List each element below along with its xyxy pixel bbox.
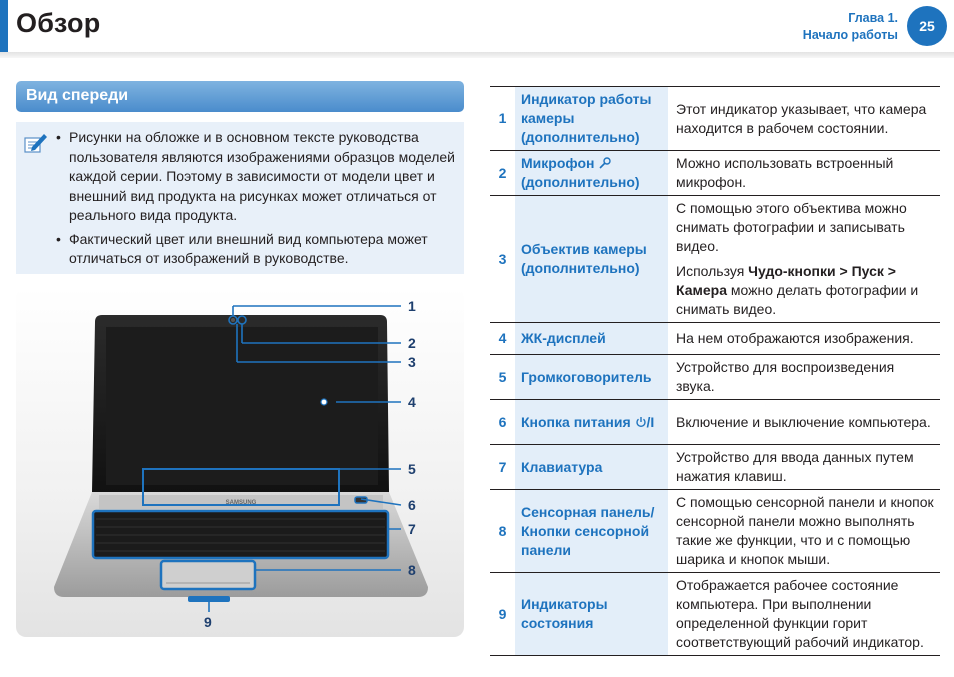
section-title: Вид спереди <box>16 81 464 112</box>
callout-2: 2 <box>408 335 416 351</box>
charms-path: Чудо-кнопки > Пуск > Камера <box>676 263 896 298</box>
header-divider <box>0 52 954 58</box>
table-row <box>490 490 940 573</box>
table-row <box>490 573 940 656</box>
component-name-text: Кнопка питания <box>521 413 631 430</box>
page-number-badge: 25 <box>907 6 947 46</box>
microphone-icon <box>598 156 612 170</box>
callout-9: 9 <box>204 614 212 630</box>
component-description: Этот индикатор указывает, что камера находится в рабочем состоянии. <box>668 87 940 151</box>
description-text: Используя <box>676 263 749 279</box>
callout-8: 8 <box>408 562 416 578</box>
callout-3: 3 <box>408 354 416 370</box>
power-symbol: /I <box>646 413 655 430</box>
callout-1: 1 <box>408 298 416 314</box>
callout-4: 4 <box>408 394 416 410</box>
row-number: 5 <box>490 355 515 400</box>
component-description: Можно использовать встроенный микрофон. <box>668 151 940 196</box>
table-row <box>490 400 940 445</box>
row-number: 7 <box>490 445 515 490</box>
description-paragraph: С помощью этого объектива можно снимать фотографии и записывать видео. <box>676 200 907 254</box>
note-box <box>16 122 464 274</box>
touchpad <box>161 561 255 589</box>
callout-6: 6 <box>408 497 416 513</box>
callout-7: 7 <box>408 521 416 537</box>
chapter-label <box>803 10 898 44</box>
row-number: 4 <box>490 323 515 355</box>
component-name: Индикаторы состояния <box>515 573 668 656</box>
description-text: можно делать фотографии и снимать видео. <box>676 282 919 317</box>
component-name <box>515 151 668 196</box>
row-number: 9 <box>490 573 515 656</box>
camera-lens <box>231 318 235 322</box>
note-item: • Фактический цвет или внешний вид компьютера может отличаться от изображений в руководстве. <box>54 230 458 269</box>
page-title: Обзор <box>16 8 101 38</box>
table-row <box>490 151 940 196</box>
lcd-display <box>106 327 378 485</box>
laptop-figure <box>16 287 464 637</box>
chapter-number: Глава 1. <box>848 11 898 25</box>
row-number: 6 <box>490 400 515 445</box>
component-description <box>668 196 940 323</box>
note-pencil-icon <box>22 130 48 156</box>
component-name: ЖК-дисплей <box>515 323 668 355</box>
chapter-title: Начало работы <box>802 28 898 42</box>
status-indicators <box>188 596 230 602</box>
component-name <box>515 400 668 445</box>
component-name: Клавиатура <box>515 445 668 490</box>
component-description: Включение и выключение компьютера. <box>668 400 940 445</box>
table-row <box>490 87 940 151</box>
component-description: Устройство для ввода данных путем нажатия клавиш. <box>668 445 940 490</box>
component-description: На нем отображаются изображения. <box>668 323 940 355</box>
note-item: • Рисунки на обложке и в основном тексте руководства пользователя являются изображениями образцов моделей каждой серии. Поэтому в зависимости от модели цвет и внешний вид продукта на рисунках может отличаться от реального вида продукта. <box>54 128 458 226</box>
header-accent-bar <box>0 0 8 52</box>
component-description: Отображается рабочее состояние компьютера. При выполнении определенной функции горит соответствующий рабочий индикатор. <box>668 573 940 656</box>
callout-5: 5 <box>408 461 416 477</box>
component-description: Устройство для воспроизведения звука. <box>668 355 940 400</box>
components-table <box>490 86 940 656</box>
description-paragraph <box>676 262 934 319</box>
row-number: 3 <box>490 196 515 323</box>
component-name-line: (дополнительно) <box>521 174 640 190</box>
power-icon <box>635 416 647 428</box>
row-number: 8 <box>490 490 515 573</box>
component-name: Объектив камеры (дополнительно) <box>515 196 668 323</box>
component-name-line: Микрофон <box>521 155 595 171</box>
component-description: С помощью сенсорной панели и кнопок сенсорной панели можно выполнять такие же функции, что и с помощью шарика и кнопок мыши. <box>668 490 940 573</box>
brand-logo: SAMSUNG <box>225 500 257 506</box>
row-number: 2 <box>490 151 515 196</box>
table-row <box>490 355 940 400</box>
table-row <box>490 445 940 490</box>
note-list <box>54 128 458 273</box>
component-name: Сенсорная панель/ Кнопки сенсорной панели <box>515 490 668 573</box>
component-name: Громкоговоритель <box>515 355 668 400</box>
table-row <box>490 323 940 355</box>
component-name: Индикатор работы камеры (дополнительно) <box>515 87 668 151</box>
laptop-illustration <box>16 287 464 637</box>
row-number: 1 <box>490 87 515 151</box>
table-row <box>490 196 940 323</box>
